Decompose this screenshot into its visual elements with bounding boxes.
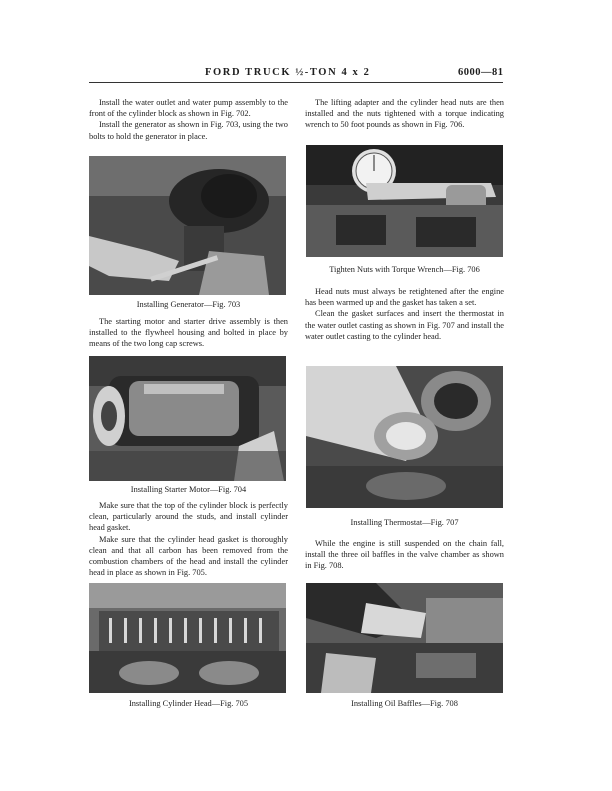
caption-fig-708: Installing Oil Baffles—Fig. 708 [351,699,458,708]
running-header-title: FORD TRUCK ½-TON 4 x 2 [205,67,371,78]
caption-fig-704: Installing Starter Motor—Fig. 704 [130,485,247,494]
paragraph-thermostat: Clean the gasket surfaces and insert the thermostat in the water outlet casting as shown in Fig. 707 and install the water outlet casting to the cylinder head. [305,309,504,341]
right-retighten-text [305,286,504,342]
paragraph-lifting-adapter: The lifting adapter and the cylinder head nuts are then installed and the nuts tightened with a torque indicating wrench to 50 foot pounds as shown in Fig. 706. [305,98,504,130]
paragraph-cylinder-head: Make sure that the cylinder head gasket is thoroughly clean and that all carbon has been removed from the combustion chambers of the head and install the cylinder head in place as shown in Fig. 705. [89,534,288,578]
caption-fig-706: Tighten Nuts with Torque Wrench—Fig. 706 [329,265,480,274]
paragraph-generator: Install the generator as shown in Fig. 703, using the two bolts to hold the generator in place. [89,120,288,141]
right-oil-baffle-text [305,538,504,572]
photo-torque-wrench [306,145,503,257]
photo-installing-thermostat [306,366,503,508]
left-starter-text [89,316,288,350]
left-cylinder-text [89,500,288,578]
photo-installing-oil-baffles [306,583,503,693]
caption-fig-703: Installing Generator—Fig. 703 [136,300,241,309]
header-rule [89,82,503,83]
photo-installing-cylinder-head [89,583,286,693]
paragraph-starter-motor: The starting motor and starter drive assembly is then installed to the flywheel housing and bolted in place by means of the two long cap screws. [89,317,288,349]
page-reference: 6000—81 [458,67,504,78]
right-intro-text [305,97,504,131]
caption-fig-705: Installing Cylinder Head—Fig. 705 [128,699,249,708]
paragraph-water-outlet: Install the water outlet and water pump assembly to the front of the cylinder block as shown in Fig. 702. [89,98,288,119]
paragraph-cylinder-block: Make sure that the top of the cylinder block is perfectly clean, particularly around the studs, and install cylinder head gasket. [89,501,288,533]
paragraph-oil-baffles: While the engine is still suspended on the chain fall, install the three oil baffles in the valve chamber as shown in Fig. 708. [305,539,504,571]
paragraph-retighten: Head nuts must always be retightened after the engine has been warmed up and the gasket has taken a set. [305,287,504,308]
photo-installing-starter-motor [89,356,286,481]
caption-fig-707: Installing Thermostat—Fig. 707 [350,518,459,527]
left-intro-text [89,97,288,142]
photo-installing-generator [89,156,286,295]
